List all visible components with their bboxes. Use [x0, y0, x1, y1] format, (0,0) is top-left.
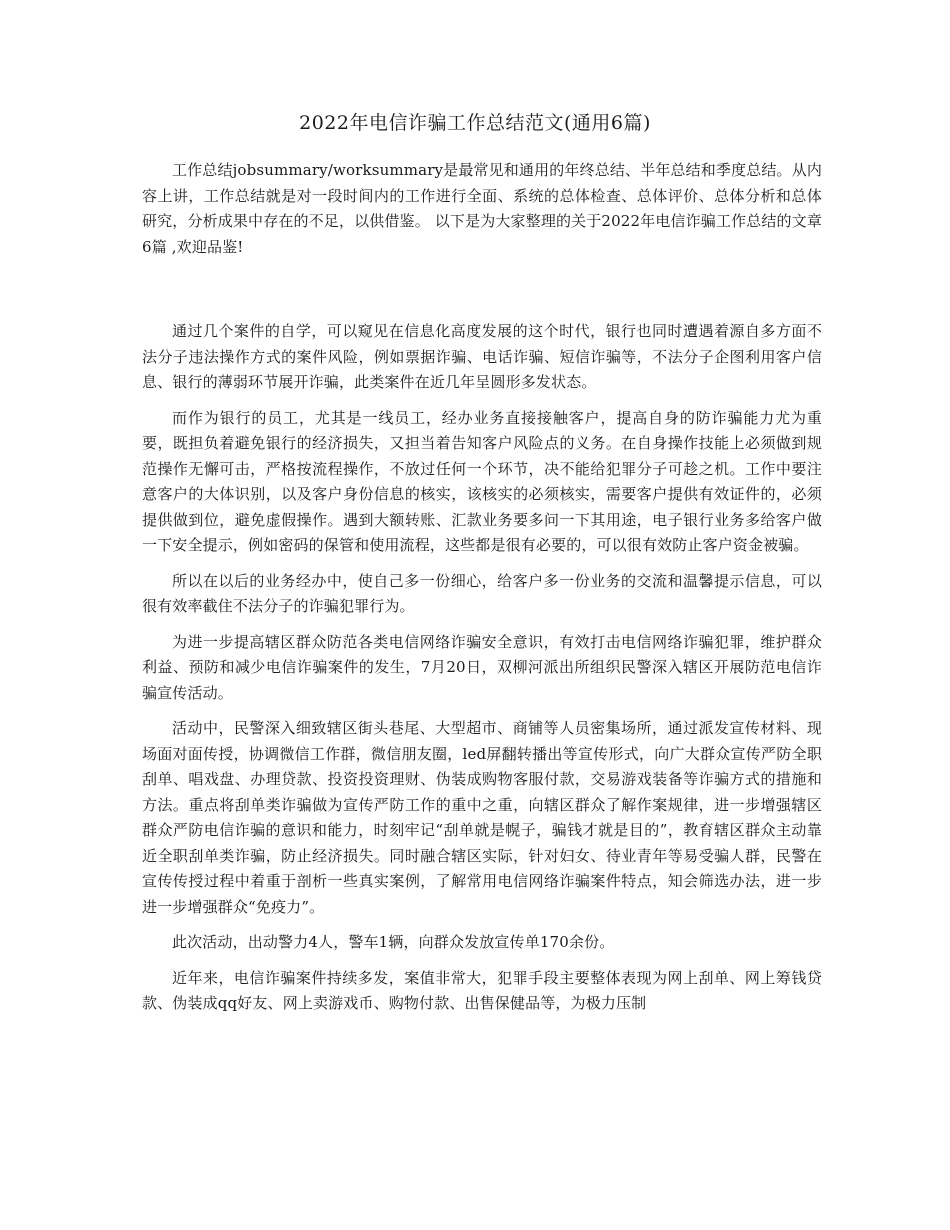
body-paragraph-1: 通过几个案件的自学，可以窥见在信息化高度发展的这个时代，银行也同时遭遇着源自多方面不法分子违法操作方式的案件风险，例如票据诈骗、电话诈骗、短信诈骗等，不法分子企图利用客户信息、银行的薄弱环节展开诈骗，此类案件在近几年呈圆形多发状态。 — [142, 322, 822, 391]
body-paragraph-3: 所以在以后的业务经办中，使自己多一份细心，给客户多一份业务的交流和温馨提示信息，可以很有效率截住不法分子的诈骗犯罪行为。 — [142, 571, 822, 615]
intro-paragraph: 工作总结jobsummary/worksummary是最常见和通用的年终总结、半年总结和季度总结。从内容上讲，工作总结就是对一段时间内的工作进行全面、系统的总体检查、总体评价、总体分析和总体研究，分析成果中存在的不足，以供借鉴。 以下是为大家整理的关于2022年电信诈骗工作总结的文章6篇 ,欢迎品鉴! — [142, 161, 822, 256]
body-paragraph-4: 为进一步提高辖区群众防范各类电信网络诈骗安全意识，有效打击电信网络诈骗犯罪，维护群众利益、预防和减少电信诈骗案件的发生，7月20日，双柳河派出所组织民警深入辖区开展防范电信诈骗宣传活动。 — [142, 632, 822, 702]
body-paragraph-7: 近年来，电信诈骗案件持续多发，案值非常大，犯罪手段主要整体表现为网上刮单、网上筹钱贷款、伪装成qq好友、网上卖游戏币、购物付款、出售保健品等，为极力压制 — [142, 968, 822, 1012]
document-title: 2022年电信诈骗工作总结范文(通用6篇) — [299, 112, 651, 134]
body-paragraph-6: 此次活动，出动警力4人，警车1辆，向群众发放宣传单170余份。 — [172, 933, 615, 951]
document-body — [142, 158, 822, 1027]
body-paragraph-5: 活动中，民警深入细致辖区街头巷尾、大型超市、商铺等人员密集场所，通过派发宣传材料、现场面对面传授，协调微信工作群，微信朋友圈，led屏翻转播出等宣传形式，向广大群众宣传严防全职刮单、唱戏盘、办理贷款、投资投资理财、伪装成购物客服付款，交易游戏装备等诈骗方式的措施和方法。重点将刮单类诈骗做为宣传严防工作的重中之重，向辖区群众了解作案规律，进一步增强辖区群众严防电信诈骗的意识和能力，时刻牢记“刮单就是幌子，骗钱才就是目的”，教育辖区群众主动靠近全职刮单类诈骗，防止经济损失。同时融合辖区实际，针对妇女、待业青年等易受骗人群，民警在宣传传授过程中着重于剖析一些真实案例，了解常用电信网络诈骗案件特点，知会筛选办法，进一步进一步增强群众“免疫力”。 — [142, 719, 822, 916]
body-paragraph-2: 而作为银行的员工，尤其是一线员工，经办业务直接接触客户，提高自身的防诈骗能力尤为重要，既担负着避免银行的经济损失，又担当着告知客户风险点的义务。在自身操作技能上必须做到规范操作无懈可击，严格按流程操作，不放过任何一个环节，决不能给犯罪分子可趁之机。工作中要注意客户的大体识别，以及客户身份信息的核实，该核实的必须核实，需要客户提供有效证件的，必须提供做到位，避免虚假操作。遇到大额转账、汇款业务要多问一下其用途，电子银行业务多给客户做一下安全提示，例如密码的保管和使用流程，这些都是很有必要的，可以很有效防止客户资金被骗。 — [142, 408, 822, 554]
